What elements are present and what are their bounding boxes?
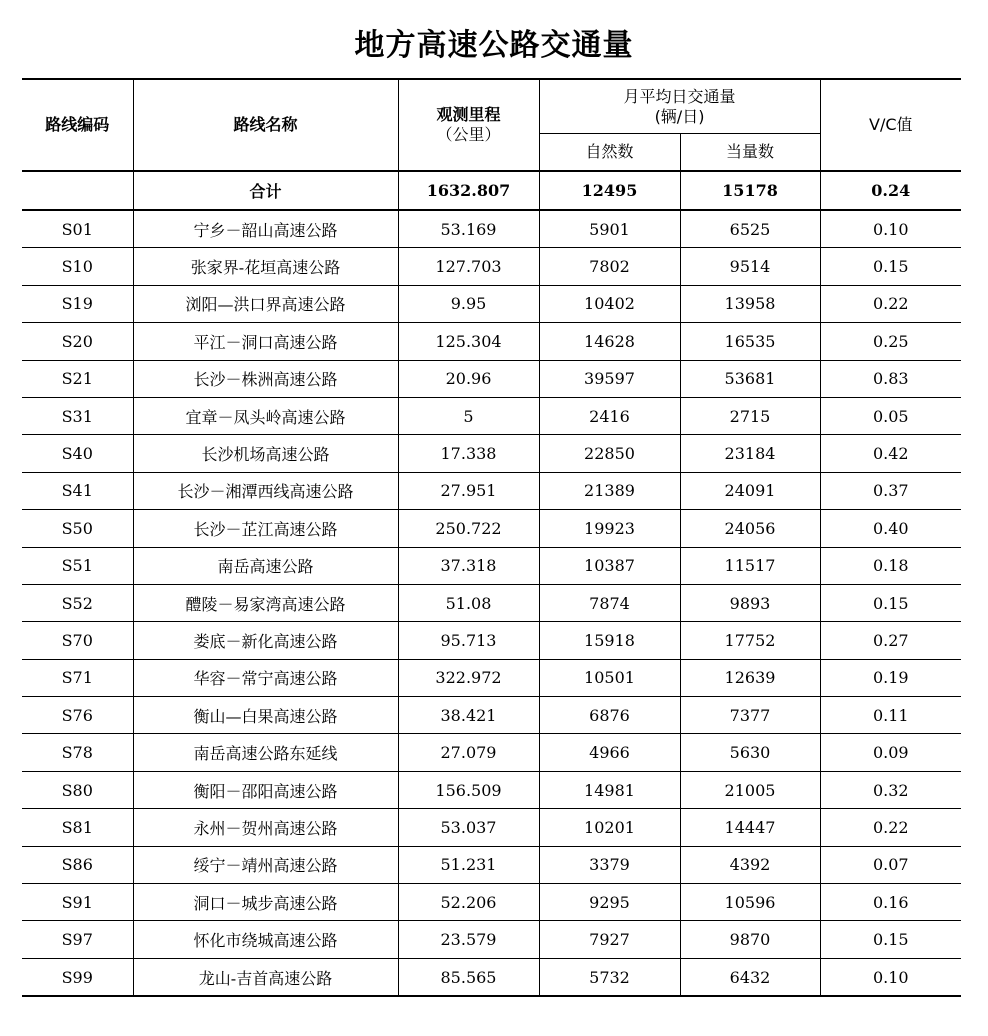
table-row: [22, 659, 961, 696]
route-code-cell: S40: [22, 435, 133, 472]
equivalent-count-cell: 2715: [680, 397, 820, 434]
mileage-cell: 95.713: [398, 622, 539, 659]
route-name-cell: 长沙－芷江高速公路: [133, 510, 398, 547]
mileage-cell: 250.722: [398, 510, 539, 547]
table-row: [22, 771, 961, 808]
route-name-cell: 怀化市绕城高速公路: [133, 921, 398, 958]
equivalent-count-cell: 53681: [680, 360, 820, 397]
mileage-cell: 27.079: [398, 734, 539, 771]
natural-count-cell: 22850: [539, 435, 680, 472]
vc-ratio-cell: 0.22: [820, 809, 961, 846]
route-code-cell: S41: [22, 472, 133, 509]
route-name-cell: 长沙－株洲高速公路: [133, 360, 398, 397]
vc-ratio-cell: 0.15: [820, 248, 961, 285]
mileage-cell: 85.565: [398, 958, 539, 996]
table-row: [22, 884, 961, 921]
vc-ratio-cell: 0.83: [820, 360, 961, 397]
route-code-cell: S81: [22, 809, 133, 846]
mileage-cell: 51.231: [398, 846, 539, 883]
vc-ratio-cell: 0.16: [820, 884, 961, 921]
natural-count-cell: 14628: [539, 323, 680, 360]
vc-ratio-cell: 0.11: [820, 697, 961, 734]
route-code-cell: S21: [22, 360, 133, 397]
route-name-cell: 宁乡－韶山高速公路: [133, 210, 398, 248]
total-mileage: 1632.807: [398, 171, 539, 210]
natural-count-cell: 39597: [539, 360, 680, 397]
total-natural: 12495: [539, 171, 680, 210]
header-mileage-label: 观测里程: [436, 105, 501, 124]
table-row: [22, 734, 961, 771]
equivalent-count-cell: 14447: [680, 809, 820, 846]
natural-count-cell: 6876: [539, 697, 680, 734]
table-row: [22, 510, 961, 547]
table-row: [22, 622, 961, 659]
table-row: [22, 958, 961, 996]
table-row: [22, 547, 961, 584]
table-header: [22, 79, 961, 171]
equivalent-count-cell: 21005: [680, 771, 820, 808]
equivalent-count-cell: 13958: [680, 285, 820, 322]
vc-ratio-cell: 0.40: [820, 510, 961, 547]
table-row: [22, 285, 961, 322]
equivalent-count-cell: 17752: [680, 622, 820, 659]
table-row: [22, 323, 961, 360]
route-code-cell: S20: [22, 323, 133, 360]
route-name-cell: 永州－贺州高速公路: [133, 809, 398, 846]
header-vc: [820, 79, 961, 171]
equivalent-count-cell: 23184: [680, 435, 820, 472]
header-daily-traffic-unit: (辆/日): [654, 106, 705, 126]
equivalent-count-cell: 24091: [680, 472, 820, 509]
total-row: [22, 171, 961, 210]
header-equivalent: [680, 134, 820, 172]
route-name-cell: 平江－洞口高速公路: [133, 323, 398, 360]
natural-count-cell: 21389: [539, 472, 680, 509]
route-code-cell: S70: [22, 622, 133, 659]
natural-count-cell: 7927: [539, 921, 680, 958]
natural-count-cell: 15918: [539, 622, 680, 659]
table-row: [22, 248, 961, 285]
mileage-cell: 52.206: [398, 884, 539, 921]
table-row: [22, 360, 961, 397]
route-name-cell: 衡山—白果高速公路: [133, 697, 398, 734]
mileage-cell: 156.509: [398, 771, 539, 808]
route-name-cell: 醴陵－易家湾高速公路: [133, 584, 398, 621]
vc-ratio-cell: 0.19: [820, 659, 961, 696]
vc-ratio-cell: 0.15: [820, 584, 961, 621]
mileage-cell: 53.169: [398, 210, 539, 248]
table-row: [22, 921, 961, 958]
header-mileage: [398, 79, 539, 171]
header-natural: [539, 134, 680, 172]
route-name-cell: 龙山-吉首高速公路: [133, 958, 398, 996]
route-code-cell: S76: [22, 697, 133, 734]
equivalent-count-cell: 6432: [680, 958, 820, 996]
route-name-cell: 南岳高速公路: [133, 547, 398, 584]
natural-count-cell: 10501: [539, 659, 680, 696]
equivalent-count-cell: 24056: [680, 510, 820, 547]
natural-count-cell: 19923: [539, 510, 680, 547]
table-row: [22, 397, 961, 434]
equivalent-count-cell: 9870: [680, 921, 820, 958]
route-code-cell: S78: [22, 734, 133, 771]
route-code-cell: S50: [22, 510, 133, 547]
equivalent-count-cell: 10596: [680, 884, 820, 921]
vc-ratio-cell: 0.10: [820, 958, 961, 996]
route-code-cell: S51: [22, 547, 133, 584]
header-route-code: 路线编码: [22, 79, 133, 171]
natural-count-cell: 3379: [539, 846, 680, 883]
mileage-cell: 37.318: [398, 547, 539, 584]
vc-ratio-cell: 0.10: [820, 210, 961, 248]
vc-ratio-cell: 0.05: [820, 397, 961, 434]
vc-ratio-cell: 0.27: [820, 622, 961, 659]
natural-count-cell: 10402: [539, 285, 680, 322]
natural-count-cell: 7874: [539, 584, 680, 621]
equivalent-count-cell: 9514: [680, 248, 820, 285]
natural-count-cell: 9295: [539, 884, 680, 921]
route-name-cell: 宜章－凤头岭高速公路: [133, 397, 398, 434]
vc-ratio-cell: 0.42: [820, 435, 961, 472]
vc-ratio-cell: 0.37: [820, 472, 961, 509]
table-body: [22, 171, 961, 996]
natural-count-cell: 2416: [539, 397, 680, 434]
mileage-cell: 5: [398, 397, 539, 434]
vc-ratio-cell: 0.22: [820, 285, 961, 322]
total-vc: 0.24: [820, 171, 961, 210]
table-row: [22, 809, 961, 846]
route-name-cell: 浏阳—洪口界高速公路: [133, 285, 398, 322]
route-name-cell: 南岳高速公路东延线: [133, 734, 398, 771]
mileage-cell: 23.579: [398, 921, 539, 958]
route-code-cell: S19: [22, 285, 133, 322]
page-title: 地方高速公路交通量: [354, 28, 634, 63]
mileage-cell: 9.95: [398, 285, 539, 322]
equivalent-count-cell: 4392: [680, 846, 820, 883]
header-daily-traffic: [539, 79, 820, 134]
mileage-cell: 322.972: [398, 659, 539, 696]
traffic-table: [22, 78, 961, 997]
route-code-cell: S99: [22, 958, 133, 996]
equivalent-count-cell: 12639: [680, 659, 820, 696]
vc-ratio-cell: 0.15: [820, 921, 961, 958]
route-name-cell: 娄底－新化高速公路: [133, 622, 398, 659]
equivalent-count-cell: 16535: [680, 323, 820, 360]
route-code-cell: S10: [22, 248, 133, 285]
header-mileage-unit: （公里）: [436, 125, 501, 144]
equivalent-count-cell: 6525: [680, 210, 820, 248]
route-name-cell: 绥宁－靖州高速公路: [133, 846, 398, 883]
table-row: [22, 435, 961, 472]
header-equivalent-label: 当量数: [726, 142, 775, 161]
vc-ratio-cell: 0.07: [820, 846, 961, 883]
route-name-cell: 衡阳－邵阳高速公路: [133, 771, 398, 808]
mileage-cell: 53.037: [398, 809, 539, 846]
total-equivalent: 15178: [680, 171, 820, 210]
natural-count-cell: 5732: [539, 958, 680, 996]
mileage-cell: 27.951: [398, 472, 539, 509]
vc-ratio-cell: 0.09: [820, 734, 961, 771]
route-name-cell: 长沙－湘潭西线高速公路: [133, 472, 398, 509]
route-code-cell: S31: [22, 397, 133, 434]
route-code-cell: S01: [22, 210, 133, 248]
route-code-cell: S71: [22, 659, 133, 696]
equivalent-count-cell: 11517: [680, 547, 820, 584]
natural-count-cell: 7802: [539, 248, 680, 285]
route-code-cell: S86: [22, 846, 133, 883]
header-vc-label: V/C值: [869, 115, 913, 134]
natural-count-cell: 10201: [539, 809, 680, 846]
route-name-cell: 张家界-花垣高速公路: [133, 248, 398, 285]
header-route-name: 路线名称: [133, 79, 398, 171]
natural-count-cell: 5901: [539, 210, 680, 248]
equivalent-count-cell: 7377: [680, 697, 820, 734]
route-code-cell: S52: [22, 584, 133, 621]
table-row: [22, 697, 961, 734]
vc-ratio-cell: 0.32: [820, 771, 961, 808]
table-row: [22, 210, 961, 248]
mileage-cell: 17.338: [398, 435, 539, 472]
table-row: [22, 846, 961, 883]
route-name-cell: 华容－常宁高速公路: [133, 659, 398, 696]
equivalent-count-cell: 5630: [680, 734, 820, 771]
mileage-cell: 38.421: [398, 697, 539, 734]
equivalent-count-cell: 9893: [680, 584, 820, 621]
mileage-cell: 127.703: [398, 248, 539, 285]
route-name-cell: 长沙机场高速公路: [133, 435, 398, 472]
route-code-cell: S91: [22, 884, 133, 921]
route-name-cell: 洞口－城步高速公路: [133, 884, 398, 921]
natural-count-cell: 4966: [539, 734, 680, 771]
mileage-cell: 125.304: [398, 323, 539, 360]
total-name: 合计: [133, 171, 398, 210]
table-row: [22, 472, 961, 509]
header-daily-traffic-label: 月平均日交通量: [623, 86, 736, 106]
total-code: [22, 171, 133, 210]
natural-count-cell: 14981: [539, 771, 680, 808]
table-row: [22, 584, 961, 621]
route-code-cell: S97: [22, 921, 133, 958]
mileage-cell: 20.96: [398, 360, 539, 397]
route-code-cell: S80: [22, 771, 133, 808]
header-natural-label: 自然数: [585, 142, 634, 161]
mileage-cell: 51.08: [398, 584, 539, 621]
vc-ratio-cell: 0.25: [820, 323, 961, 360]
vc-ratio-cell: 0.18: [820, 547, 961, 584]
natural-count-cell: 10387: [539, 547, 680, 584]
